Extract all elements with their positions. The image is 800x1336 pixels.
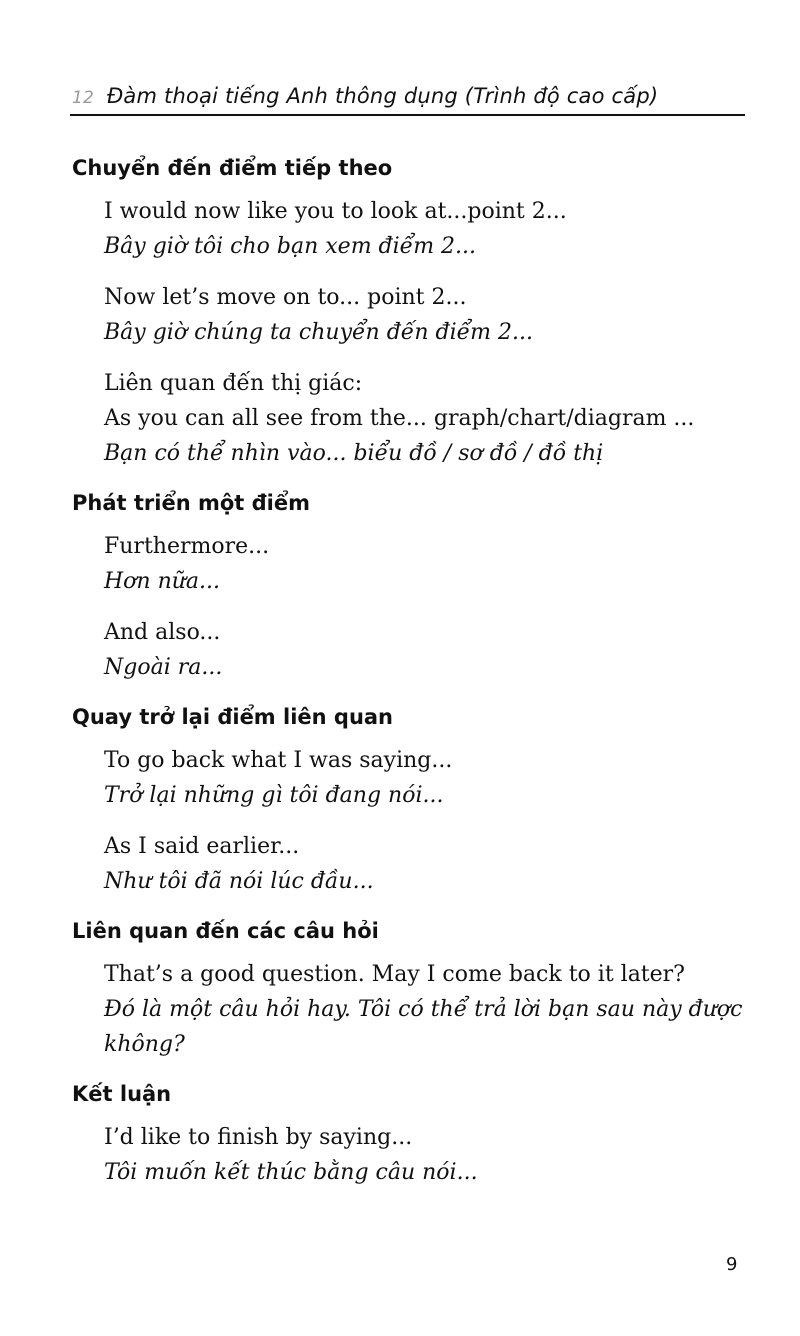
phrase-entry — [104, 280, 744, 350]
english-phrase: And also... — [104, 620, 221, 645]
section — [72, 152, 744, 471]
vietnamese-translation: Bạn có thể nhìn vào... biểu đồ / sơ đồ / đồ thị — [104, 441, 604, 466]
phrase-entry — [104, 957, 744, 1062]
section-heading: Phát triển một điểm — [72, 491, 310, 515]
english-phrase: Liên quan đến thị giác: — [104, 371, 363, 396]
phrase-entry — [104, 743, 744, 813]
phrase-entry — [104, 194, 744, 264]
phrase-entry — [104, 366, 744, 471]
vietnamese-translation: Như tôi đã nói lúc đầu... — [104, 869, 374, 894]
phrase-entry — [104, 1120, 744, 1190]
phrase-entry — [104, 615, 744, 685]
english-phrase: As I said earlier... — [104, 834, 300, 859]
section — [72, 1078, 744, 1190]
vietnamese-translation: Ngoài ra... — [104, 655, 223, 680]
english-phrase: Now let’s move on to... point 2... — [104, 285, 467, 310]
section — [72, 915, 744, 1062]
page-body — [72, 152, 744, 1206]
folio-mark: 12 — [72, 88, 95, 108]
english-phrase: I’d like to finish by saying... — [104, 1125, 413, 1150]
section-heading: Chuyển đến điểm tiếp theo — [72, 156, 393, 180]
section — [72, 487, 744, 685]
vietnamese-translation: Đó là một câu hỏi hay. Tôi có thể trả lời bạn sau này được không? — [104, 997, 743, 1057]
english-phrase: I would now like you to look at...point 2... — [104, 199, 567, 224]
english-phrase: As you can all see from the... graph/chart/diagram ... — [104, 406, 695, 431]
header-rule — [70, 114, 745, 116]
english-phrase: That’s a good question. May I come back to it later? — [104, 962, 685, 987]
vietnamese-translation: Hơn nữa... — [104, 569, 221, 594]
book-title: Đàm thoại tiếng Anh thông dụng (Trình độ cao cấp) — [106, 84, 659, 108]
phrase-entry — [104, 829, 744, 899]
phrase-entry — [104, 529, 744, 599]
vietnamese-translation: Bây giờ chúng ta chuyển đến điểm 2... — [104, 320, 533, 345]
section-heading: Quay trở lại điểm liên quan — [72, 705, 394, 729]
english-phrase: Furthermore... — [104, 534, 270, 559]
page-number: 9 — [726, 1254, 738, 1275]
vietnamese-translation: Tôi muốn kết thúc bằng câu nói... — [104, 1160, 478, 1185]
section-heading: Liên quan đến các câu hỏi — [72, 919, 379, 943]
section-heading: Kết luận — [72, 1082, 172, 1106]
section — [72, 701, 744, 899]
running-head — [72, 84, 744, 108]
vietnamese-translation: Trở lại những gì tôi đang nói... — [104, 783, 444, 808]
english-phrase: To go back what I was saying... — [104, 748, 453, 773]
vietnamese-translation: Bây giờ tôi cho bạn xem điểm 2... — [104, 234, 477, 259]
